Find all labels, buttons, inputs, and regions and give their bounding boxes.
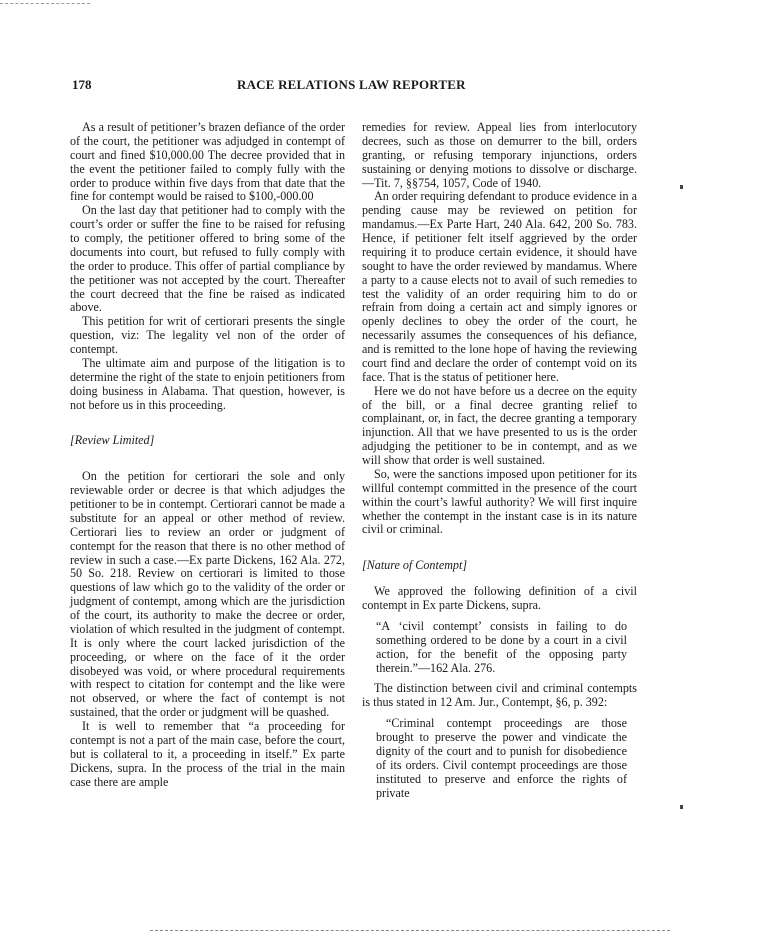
right-paragraph-5: We approved the following definition of a civil contempt in Ex parte Dickens, supra. <box>362 584 637 612</box>
left-paragraph-6: It is well to remember that “a proceeding for contempt is not a part of the main case, before the court, but is collateral to it, a proceeding in itself.” Ex parte Dickens, supra. In the process of the trial in the main case there are ample <box>70 719 345 789</box>
scan-artifact-top-rule <box>0 3 90 4</box>
left-paragraph-2: On the last day that petitioner had to comply with the court’s order or suffer the fine to be raised for refusing to comply, the petitioner offered to bring some of the documents into court, but refused to fully comply with the order to produce. This offer of partial compliance by the petitioner was not accepted by the court. Thereafter the court decreed that the fine be raised as indicated above. <box>70 203 345 315</box>
left-paragraph-1: As a result of petitioner’s brazen defiance of the order of the court, the petitioner was adjudged in contempt of court and fined $10,000.00 The decree provided that in the event the petitioner failed to comply fully with the order to produce within five days from that date that the fine for contempt would be raised to $100,-000.00 <box>70 120 345 204</box>
right-paragraph-6: The distinction between civil and criminal contempts is thus stated in 12 Am. Jur., Contempt, §6, p. 392: <box>362 681 637 710</box>
block-quote-civil-contempt: “A ‘civil contempt’ consists in failing to do something ordered to be done by a court in a civil action, for the benefit of the opposing party therein.”—162 Ala. 276. <box>376 618 627 675</box>
running-title: RACE RELATIONS LAW REPORTER <box>237 77 466 92</box>
right-paragraph-3: Here we do not have before us a decree on the equity of the bill, or a final decree granting relief to complainant, or, in fact, the decree granting a temporary injunction. All that we have presented to us is the order adjudging the petitioner to be in contempt, and as we will show that order is well sustained. <box>362 383 637 467</box>
scan-artifact-bottom-rule <box>150 930 670 931</box>
right-paragraph-4: So, were the sanctions imposed upon petitioner for its willful contempt committed in the presence of the court within the court’s lawful authority? We will first inquire whether the contempt in the instant case is in its nature civil or criminal. <box>362 466 637 537</box>
scan-artifact-mark <box>680 805 683 809</box>
block-quote-criminal-contempt: “Criminal contempt proceedings are those brought to preserve the power and vindicate the dignity of the court and to punish for disobedience of its orders. Civil contempt proceedings are those instituted to preserve and enforce the rights of private <box>376 716 627 800</box>
page-number: 178 <box>72 77 92 92</box>
right-column <box>362 121 637 800</box>
left-paragraph-3: This petition for writ of certiorari presents the single question, viz: The legality vel non of the order of contempt. <box>70 314 345 356</box>
right-paragraph-2: An order requiring defendant to produce evidence in a pending cause may be reviewed on petition for mandamus.—Ex Parte Hart, 240 Ala. 642, 200 So. 783. Hence, if petitioner felt itself aggrieved by the order requiring it to produce certain evidence, it should have sought to have the order reviewed by mandamus. Where a party to a cause elects not to avail of such remedies to test the validity of an order requiring him to do or refrain from doing a certain act and simply ignores or openly declines to obey the order of the court, he necessarily assumes the consequences of his defiance, and is remitted to the lone hope of having the reviewing court find and declare the order of contempt void on its face. That is the status of petitioner here. <box>362 189 637 384</box>
section-heading-nature-of-contempt: [Nature of Contempt] <box>362 558 468 573</box>
scan-artifact-mark <box>680 185 683 189</box>
left-paragraph-5: On the petition for certiorari the sole and only reviewable order or decree is that which adjudges the petitioner to be in contempt. Certiorari cannot be made a substitute for an appeal or other method of review. Certiorari lies to review an order or judgment of contempt for the reason that there is no other method of review in such a case.—Ex parte Dickens, 162 Ala. 272, 50 So. 218. Review on certiorari is limited to those questions of law which go to the validity of the order or judgment of contempt, among which are the jurisdiction of the court, its authority to make the decree or order, violation of which resulted in the judgment of contempt. It is only where the court lacked jurisdiction of the proceeding, or where on the face of it the order disobeyed was void, or where procedural requirements with respect to citation for contempt and the like were not observed, or where the fact of contempt is not sustained, that the order or judgment will be quashed. <box>70 469 345 720</box>
left-paragraph-4: The ultimate aim and purpose of the litigation is to determine the right of the state to enjoin petitioners from doing business in Alabama. That question, however, is not before us in this proceeding. <box>70 355 345 412</box>
left-column <box>70 121 345 789</box>
section-heading-review-limited: [Review Limited] <box>70 433 155 448</box>
right-paragraph-1: remedies for review. Appeal lies from interlocutory decrees, such as those on demurrer to the bill, orders granting, or refusing temporary injunctions, orders sustaining or denying motions to dissolve or discharge.—Tit. 7, §§754, 1057, Code of 1940. <box>362 120 637 190</box>
page-header <box>72 77 692 97</box>
